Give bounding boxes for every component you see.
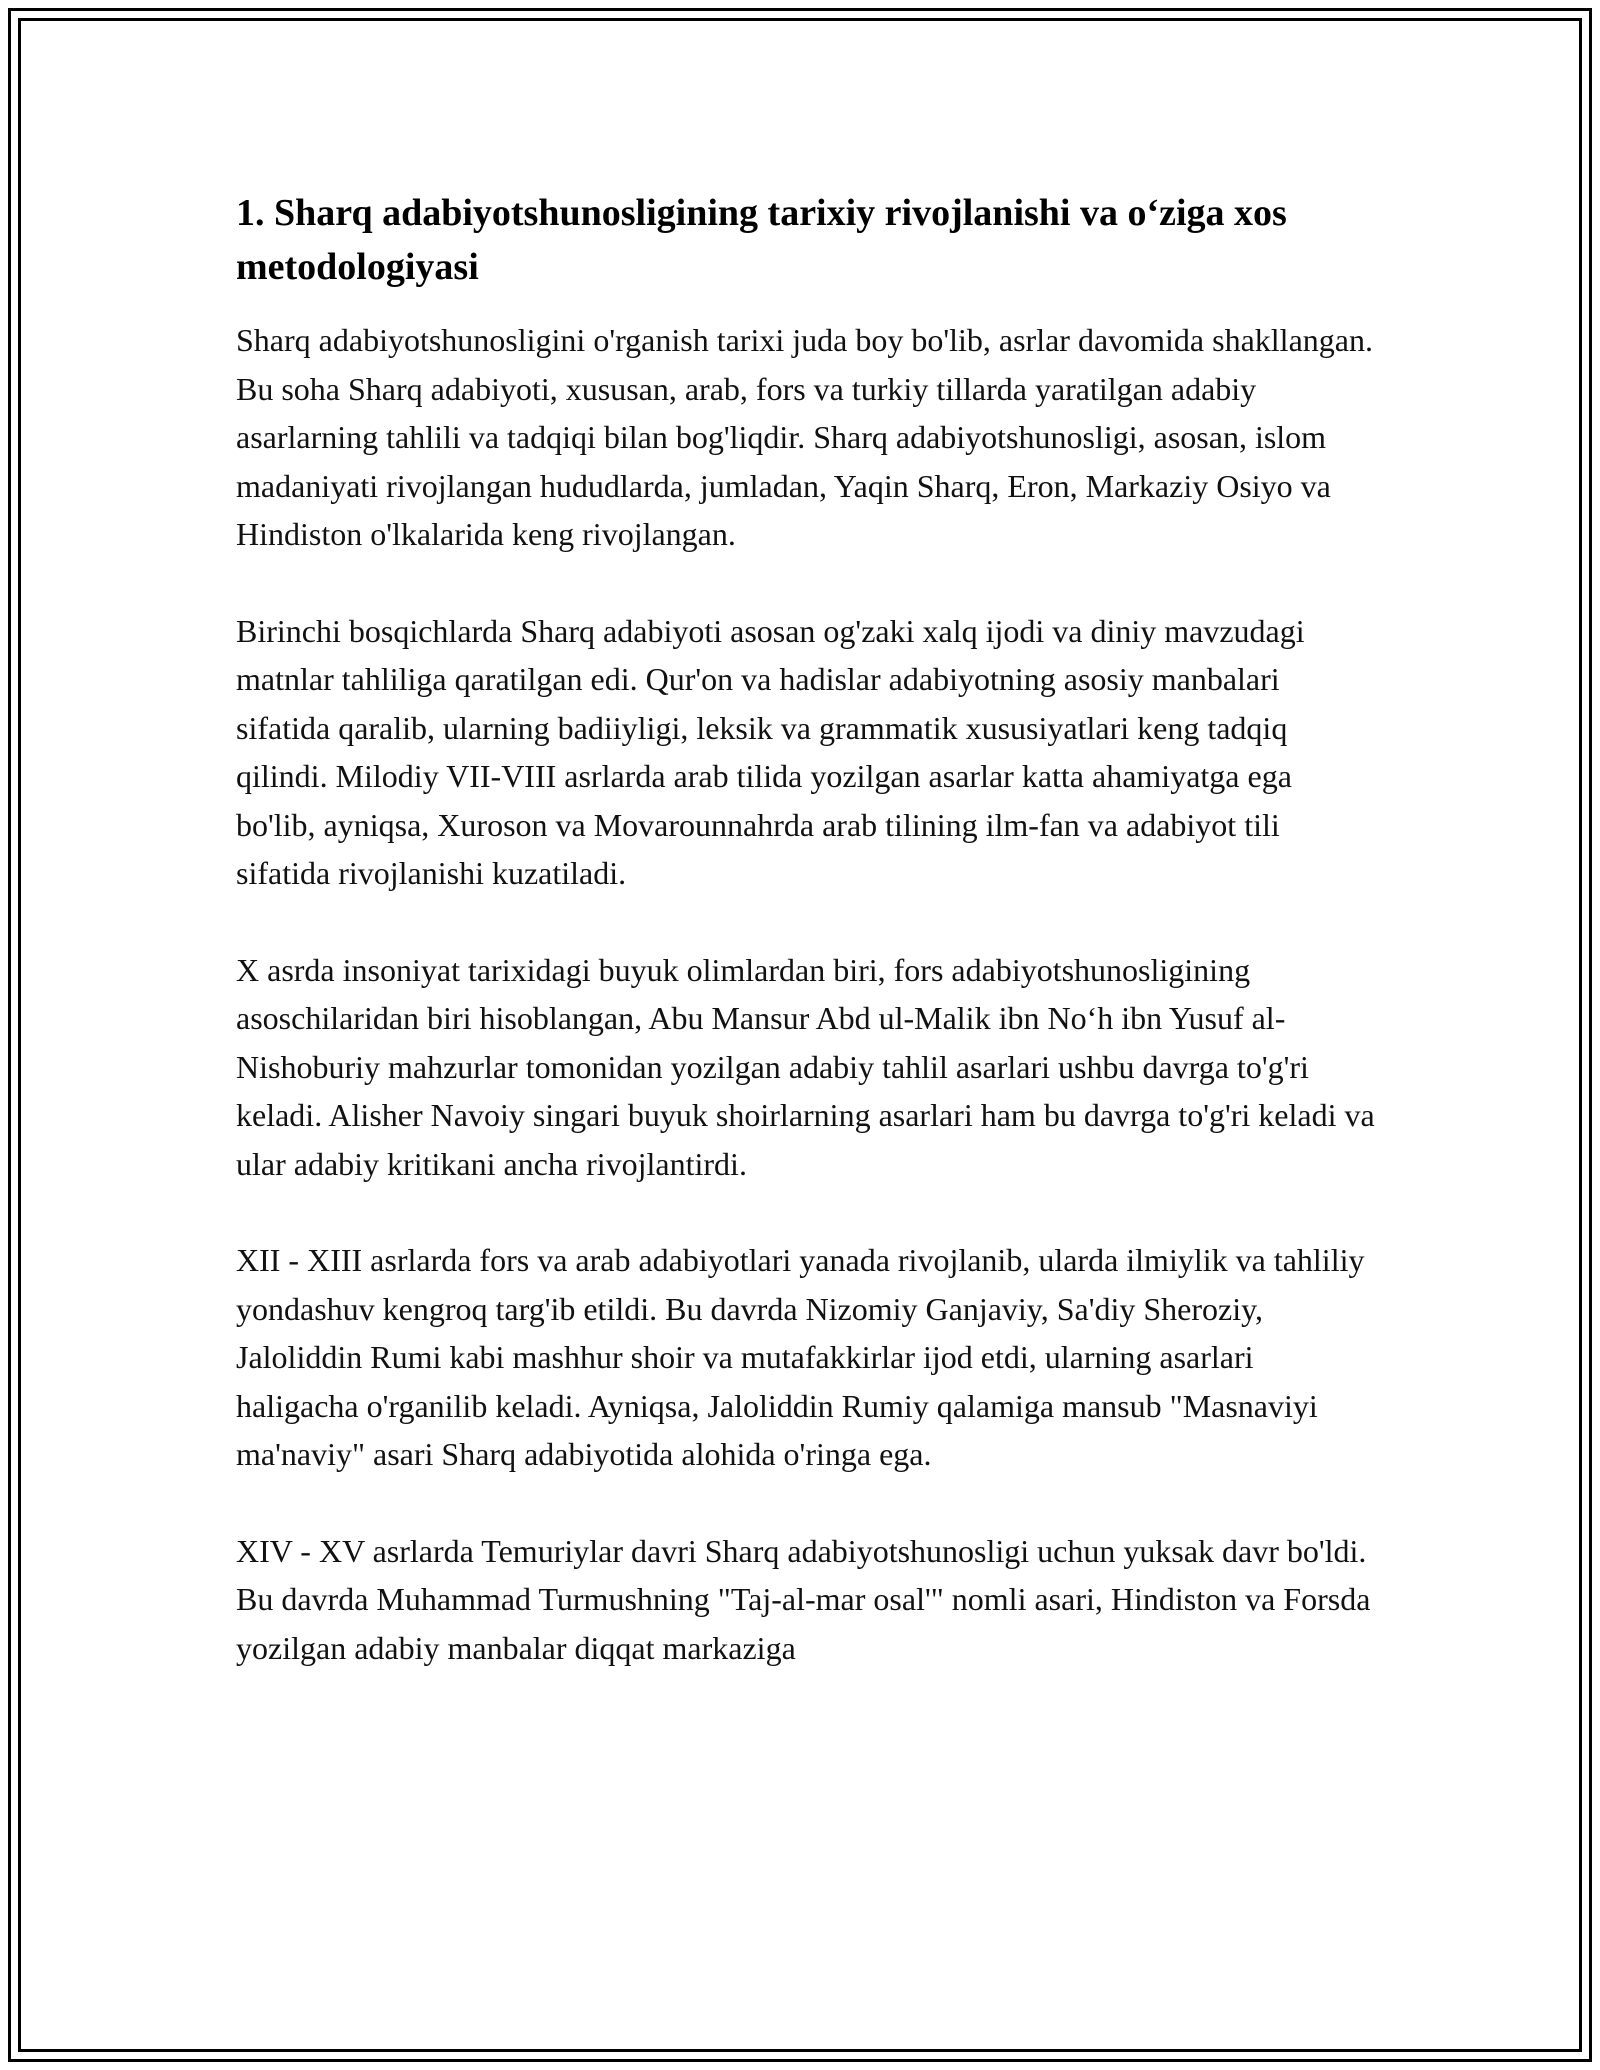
paragraph-5: XIV - XV asrlarda Temuriylar davri Sharq adabiyotshunosligi uchun yuksak davr bo'ldi. Bu davrda Muhammad Turmushning "Taj-al-mar osal'" nomli asari, Hindiston va Forsda yozilgan adabiy manbalar diqqat markaziga — [236, 1532, 1371, 1666]
paragraph-2: Birinchi bosqichlarda Sharq adabiyoti asosan og'zaki xalq ijodi va diniy mavzudagi matnlar tahliliga qaratilgan edi. Qur'on va hadislar adabiyotning asosiy manbalari sifatida qaralib, ularning badiiyligi, leksik va grammatik xususiyatlari keng tadqiq qilindi. Milodiy VII-VIII asrlarda arab tilida yozilgan asarlar katta ahamiyatga ega bo'lib, ayniqsa, Xuroson va Movarounnahrda arab tilining ilm-fan va adabiyot tili sifatida rivojlanishi kuzatiladi. — [236, 612, 1305, 891]
paragraph-1: Sharq adabiyotshunosligini o'rganish tarixi juda boy bo'lib, asrlar davomida shakllangan. Bu soha Sharq adabiyoti, xususan, arab, fors va turkiy tillarda yaratilgan adabiy asarlarning tahlili va tadqiqi bilan bog'liqdir. Sharq adabiyotshunosligi, asosan, islom madaniyati rivojlangan hududlarda, jumladan, Yaqin Sharq, Eron, Markaziy Osiyo va Hindiston o'lkalarida keng rivojlangan. — [236, 322, 1373, 552]
section-heading: 1. Sharq adabiyotshunosligining tarixiy rivojlanishi va o‘ziga xos metodologiyasi — [236, 192, 1287, 288]
document-body — [236, 186, 1376, 1720]
paragraph-3: X asrda insoniyat tarixidagi buyuk olimlardan biri, fors adabiyotshunosligining asoschilaridan biri hisoblangan, Abu Mansur Abd ul-Malik ibn No‘h ibn Yusuf al-Nishoburiy mahzurlar tomonidan yozilgan adabiy tahlil asarlari ushbu davrga to'g'ri keladi. Alisher Navoiy singari buyuk shoirlarning asarlari ham bu davrga to'g'ri keladi va ular adabiy kritikani ancha rivojlantirdi. — [236, 951, 1375, 1182]
paragraph-4: XII - XIII asrlarda fors va arab adabiyotlari yanada rivojlanib, ularda ilmiylik va tahliliy yondashuv kengroq targ'ib etildi. Bu davrda Nizomiy Ganjaviy, Sa'diy Sheroziy, Jaloliddin Rumi kabi mashhur shoir va mutafakkirlar ijod etdi, ularning asarlari haligacha o'rganilib keladi. Ayniqsa, Jaloliddin Rumiy qalamiga mansub "Masnaviyi ma'naviy" asari Sharq adabiyotida alohida o'ringa ega. — [236, 1242, 1365, 1472]
